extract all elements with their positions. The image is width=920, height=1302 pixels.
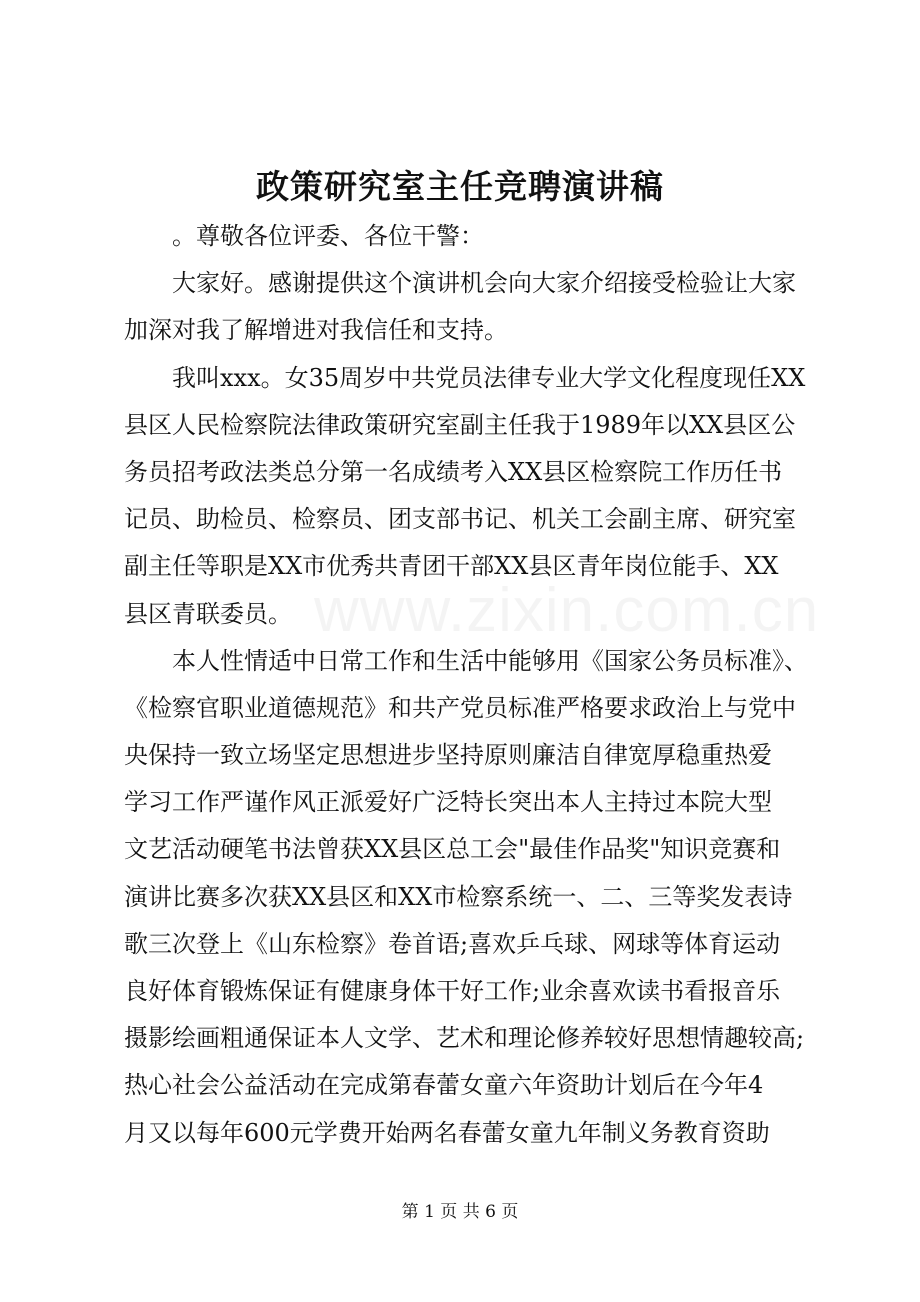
body-line: 学习工作严谨作风正派爱好广泛特长突出本人主持过本院大型 <box>124 788 772 817</box>
document-body <box>124 213 814 1157</box>
body-line: 县区青联委员。 <box>124 599 292 628</box>
body-line: 央保持一致立场坚定思想进步坚持原则廉洁自律宽厚稳重热爱 <box>124 741 772 770</box>
body-line: 文艺活动硬笔书法曾获XX县区总工会"最佳作品奖"知识竞赛和 <box>124 835 781 864</box>
page-footer: 第 1 页 共 6 页 <box>401 1202 519 1222</box>
body-line: 大家好。感谢提供这个演讲机会向大家介绍接受检验让大家 <box>124 269 796 298</box>
body-line: 歌三次登上《山东检察》卷首语;喜欢乒乓球、网球等体育运动 <box>124 929 781 958</box>
body-line: 务员招考政法类总分第一名成绩考入XX县区检察院工作历任书 <box>124 457 783 486</box>
body-line: 摄影绘画粗通保证本人文学、艺术和理论修养较好思想情趣较高; <box>124 1024 805 1053</box>
body-line: 本人性情适中日常工作和生活中能够用《国家公务员标准》、 <box>124 646 808 675</box>
document-title: 政策研究室主任竞聘演讲稿 <box>256 167 664 206</box>
body-line: 我叫xxx。女35周岁中共党员法律专业大学文化程度现任XX <box>124 363 806 392</box>
body-line: 月又以每年600元学费开始两名春蕾女童九年制义务教育资助 <box>124 1118 770 1147</box>
body-line: 《检察官职业道德规范》和共产党员标准严格要求政治上与党中 <box>124 693 796 722</box>
body-line: 。尊敬各位评委、各位干警： <box>124 222 484 250</box>
body-line: 演讲比赛多次获XX县区和XX市检察系统一、二、三等奖发表诗 <box>124 882 793 911</box>
body-line: 副主任等职是XX市优秀共青团干部XX县区青年岗位能手、XX <box>124 552 779 581</box>
body-line: 良好体育锻炼保证有健康身体干好工作;业余喜欢读书看报音乐 <box>124 977 781 1005</box>
body-line: 热心社会公益活动在完成第春蕾女童六年资助计划后在今年4 <box>124 1071 764 1100</box>
body-line: 记员、助检员、检察员、团支部书记、机关工会副主席、研究室 <box>124 505 796 534</box>
body-line: 县区人民检察院法律政策研究室副主任我于1989年以XX县区公 <box>124 410 796 439</box>
body-line: 加深对我了解增进对我信任和支持。 <box>124 316 508 345</box>
